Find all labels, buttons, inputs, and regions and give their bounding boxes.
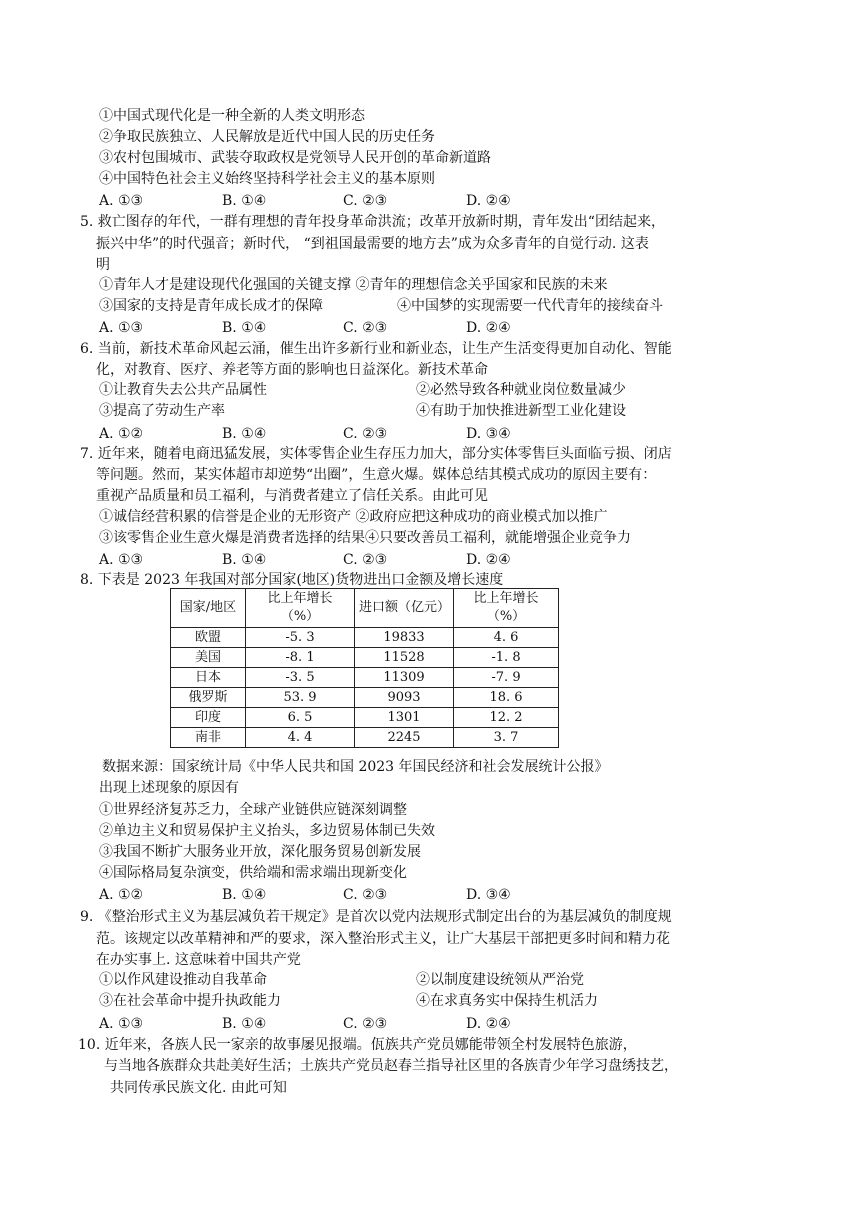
cell-region: 日本	[171, 668, 246, 688]
table-row	[171, 708, 559, 728]
q4-item-3: ③农村包围城市、武装夺取政权是党领导人民开创的革命新道路	[99, 150, 491, 166]
q6-choice-d: D. ③④	[466, 426, 511, 442]
q4-choice-d: D. ②④	[466, 193, 511, 209]
q5-choice-a: A. ①③	[99, 320, 144, 336]
q5-choice-c: C. ②③	[343, 320, 388, 336]
q9-item-2: ②以制度建设统领从严治党	[416, 972, 584, 988]
table-row	[171, 668, 559, 688]
q5-choice-b: B. ①④	[222, 320, 267, 336]
q7-choice-b: B. ①④	[222, 552, 267, 568]
q8-item-1: ①世界经济复苏乏力，全球产业链供应链深刻调整	[99, 802, 407, 818]
q8-item-2: ②单边主义和贸易保护主义抬头，多边贸易体制已失效	[99, 823, 435, 839]
q6-stem-1: 6. 当前，新技术革命风起云涌，催生出许多新行业和新业态，让生产生活变得更加自动化、智能	[80, 341, 672, 357]
cell-import-amount: 1301	[355, 708, 454, 728]
q6-choice-a: A. ①②	[99, 426, 144, 442]
q5-item-1: ①青年人才是建设现代化强国的关键支撑 ②青年的理想信念关乎国家和民族的未来	[99, 277, 608, 293]
col-header-region: 国家/地区	[171, 589, 246, 628]
cell-import-growth: -7. 9	[454, 668, 559, 688]
table-row	[171, 628, 559, 648]
q4-choice-b: B. ①④	[222, 193, 267, 209]
cell-import-growth: 3. 7	[454, 728, 559, 748]
cell-export-growth: 6. 5	[246, 708, 355, 728]
q10-stem-2: 与当地各族群众共赴美好生活；土族共产党员赵春兰指导社区里的各族青少年学习盘绣技艺，	[104, 1058, 678, 1074]
q9-choice-c: C. ②③	[343, 1016, 388, 1032]
cell-region: 欧盟	[171, 628, 246, 648]
cell-import-growth: -1. 8	[454, 648, 559, 668]
q9-choice-a: A. ①③	[99, 1016, 144, 1032]
q4-item-2: ②争取民族独立、人民解放是近代中国人民的历史任务	[99, 129, 435, 145]
cell-region: 美国	[171, 648, 246, 668]
table-row	[171, 728, 559, 748]
q5-item-2: ③国家的支持是青年成长成才的保障	[99, 298, 323, 314]
q9-stem-2: 范。该规定以改革精神和严的要求，深入整治形式主义，让广大基层干部把更多时间和精力花	[96, 931, 670, 947]
col-header-export-growth: 比上年增长 （%）	[246, 589, 355, 628]
q5-choice-d: D. ②④	[466, 320, 511, 336]
q5-stem-1: 5. 救亡图存的年代，一群有理想的青年投身革命洪流；改革开放新时期，青年发出“团结起来，	[80, 214, 665, 230]
q8-choice-c: C. ②③	[343, 887, 388, 903]
q7-item-2: ③该零售企业生意火爆是消费者选择的结果④只要改善员工福利，就能增强企业竞争力	[99, 530, 631, 546]
cell-export-growth: 53. 9	[246, 688, 355, 708]
q10-stem-3: 共同传承民族文化. 由此可知	[110, 1080, 287, 1096]
q5-stem-2: 振兴中华”的时代强音；新时代， “到祖国最需要的地方去”成为众多青年的自觉行动. 这表	[96, 236, 649, 252]
trade-table	[170, 588, 559, 748]
q4-item-1: ①中国式现代化是一种全新的人类文明形态	[99, 108, 365, 124]
q5-stem-3: 明	[96, 257, 110, 273]
cell-import-amount: 11309	[355, 668, 454, 688]
q7-choice-d: D. ②④	[466, 552, 511, 568]
q9-item-3: ③在社会革命中提升执政能力	[99, 993, 281, 1009]
q7-stem-3: 重视产品质量和员工福利，与消费者建立了信任关系。由此可见	[96, 488, 488, 504]
q7-stem-2: 等问题。然而，某实体超市却逆势“出圈”，生意火爆。媒体总结其模式成功的原因主要有：	[96, 467, 657, 483]
cell-import-amount: 11528	[355, 648, 454, 668]
q8-stem: 8. 下表是 2023 年我国对部分国家(地区)货物进出口金额及增长速度	[80, 572, 504, 588]
q4-choice-a: A. ①③	[99, 193, 144, 209]
q9-choice-d: D. ②④	[466, 1016, 511, 1032]
cell-export-growth: -5. 3	[246, 628, 355, 648]
cell-import-growth: 4. 6	[454, 628, 559, 648]
table-header-row	[171, 589, 559, 628]
q4-choice-c: C. ②③	[343, 193, 388, 209]
q6-item-2: ②必然导致各种就业岗位数量减少	[416, 382, 626, 398]
q9-item-4: ④在求真务实中保持生机活力	[416, 993, 598, 1009]
q9-choice-b: B. ①④	[222, 1016, 267, 1032]
cell-import-amount: 9093	[355, 688, 454, 708]
q5-item-3: ④中国梦的实现需要一代代青年的接续奋斗	[397, 298, 663, 314]
q6-item-3: ③提高了劳动生产率	[99, 403, 225, 419]
cell-import-growth: 18. 6	[454, 688, 559, 708]
cell-import-amount: 2245	[355, 728, 454, 748]
q8-source: 数据来源：国家统计局《中华人民共和国 2023 年国民经济和社会发展统计公报》	[102, 759, 609, 775]
q8-question: 出现上述现象的原因有	[99, 780, 239, 796]
q9-stem-3: 在办实事上. 这意味着中国共产党	[96, 952, 301, 968]
cell-export-growth: -8. 1	[246, 648, 355, 668]
q9-item-1: ①以作风建设推动自我革命	[99, 972, 267, 988]
q7-choice-c: C. ②③	[343, 552, 388, 568]
q6-stem-2: 化，对教育、医疗、养老等方面的影响也日益深化。新技术革命	[96, 362, 488, 378]
col-header-import-amount: 进口额（亿元）	[355, 589, 454, 628]
q6-item-4: ④有助于加快推进新型工业化建设	[416, 403, 626, 419]
q8-choice-a: A. ①②	[99, 887, 144, 903]
q6-choice-c: C. ②③	[343, 426, 388, 442]
cell-region: 俄罗斯	[171, 688, 246, 708]
q6-item-1: ①让教育失去公共产品属性	[99, 382, 267, 398]
q7-stem-1: 7. 近年来，随着电商迅猛发展，实体零售企业生存压力加大，部分实体零售巨头面临亏损、闭店	[80, 446, 672, 462]
q8-item-4: ④国际格局复杂演变，供给端和需求端出现新变化	[99, 865, 407, 881]
cell-region: 印度	[171, 708, 246, 728]
q7-item-1: ①诚信经营积累的信誉是企业的无形资产 ②政府应把这种成功的商业模式加以推广	[99, 509, 608, 525]
q9-stem-1: 9. 《整治形式主义为基层减负若干规定》是首次以党内法规形式制定出台的为基层减负的制度规	[80, 909, 672, 925]
q8-item-3: ③我国不断扩大服务业开放，深化服务贸易创新发展	[99, 844, 421, 860]
q7-choice-a: A. ①③	[99, 552, 144, 568]
q10-stem-1: 10. 近年来，各族人民一家亲的故事屡见报端。佤族共产党员娜能带领全村发展特色旅游，	[78, 1037, 637, 1053]
q8-choice-b: B. ①④	[222, 887, 267, 903]
q6-choice-b: B. ①④	[222, 426, 267, 442]
cell-export-growth: -3. 5	[246, 668, 355, 688]
cell-export-growth: 4. 4	[246, 728, 355, 748]
q8-choice-d: D. ③④	[466, 887, 511, 903]
table-row	[171, 688, 559, 708]
cell-import-amount: 19833	[355, 628, 454, 648]
cell-region: 南非	[171, 728, 246, 748]
table-row	[171, 648, 559, 668]
col-header-import-growth: 比上年增长（%）	[454, 589, 559, 628]
q4-item-4: ④中国特色社会主义始终坚持科学社会主义的基本原则	[99, 171, 435, 187]
cell-import-growth: 12. 2	[454, 708, 559, 728]
